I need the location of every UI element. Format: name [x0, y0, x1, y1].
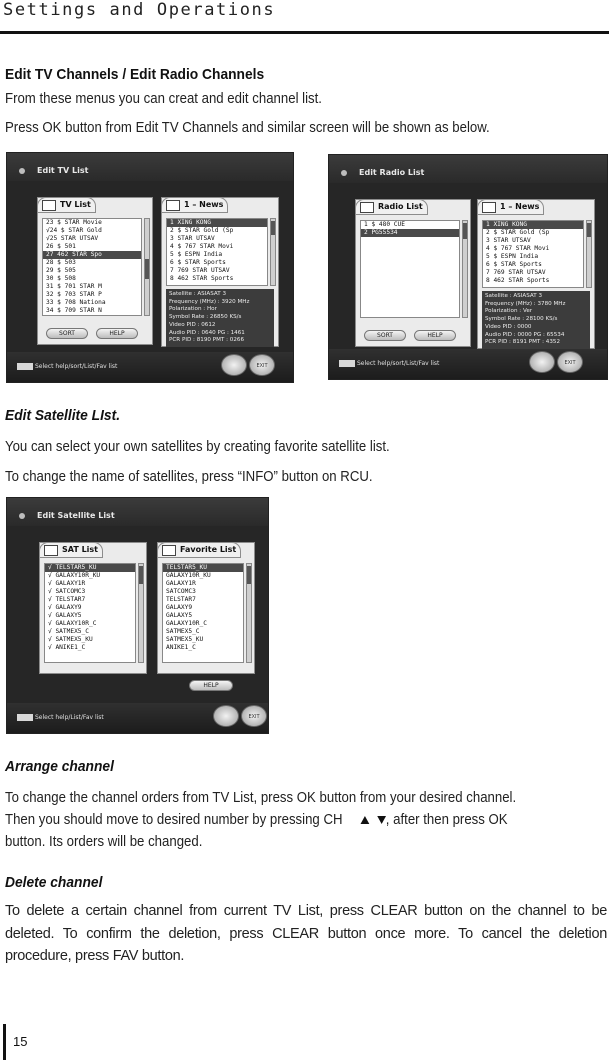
title-bullet-icon — [19, 168, 25, 174]
favorites-icon — [166, 200, 180, 211]
tv-list-panel — [37, 197, 153, 345]
channel-row: 2 PG55534 — [361, 229, 459, 237]
title-bullet-icon — [341, 170, 347, 176]
heading-edit-satellite: Edit Satellite LIst. — [5, 407, 121, 424]
favorite-satellite-row: ANIKE1_C — [166, 644, 196, 651]
news-tab: 1 – News — [161, 197, 228, 213]
info-line: Polarization : Ver — [485, 308, 533, 315]
edit-satellite-list-screenshot — [6, 497, 269, 734]
channel-row: 32 $ 703 STAR P — [46, 291, 102, 298]
favorite-satellite-row: GALAXY5 — [166, 612, 193, 619]
info-line: Polarization : Hor — [169, 306, 217, 313]
exit-button-icon: EXIT — [241, 705, 267, 727]
left-right-arrows-icon — [17, 363, 33, 370]
tv-favorite-list — [166, 218, 268, 286]
satellite-row: √ GALAXY10R_KU — [48, 572, 101, 579]
favorite-row: 2 $ STAR Gold (Sp — [486, 229, 550, 236]
satellite-row: √ GALAXY1R — [48, 580, 86, 587]
channel-row: 27 462 STAR Spo — [43, 251, 141, 259]
paragraph-arrange-line-3: button. Its orders will be changed. — [5, 833, 203, 850]
info-line: Video PID : 0000 — [485, 323, 532, 330]
sat-list-tab: SAT List — [39, 542, 103, 558]
help-button: HELP — [414, 330, 456, 341]
info-line: Symbol Rate : 28100 KS/s — [485, 316, 558, 323]
info-line: Audio PID : 0640 PG : 1461 — [169, 329, 245, 336]
favorite-row: 7 769 STAR UTSAV — [170, 267, 230, 274]
favorite-row: 6 $ STAR Sports — [486, 261, 542, 268]
favorite-satellite-row: GALAXY10R_C — [166, 620, 207, 627]
help-button: HELP — [189, 680, 233, 691]
left-right-arrows-icon — [339, 360, 355, 367]
favorite-row: 4 $ 767 STAR Movi — [170, 243, 234, 250]
satellite-row: √ SATMEX5_C — [48, 628, 89, 635]
favorite-row: 5 $ ESPN India — [486, 253, 539, 260]
satellite-row: √ GALAXY5 — [48, 612, 82, 619]
tv-list-scrollbar — [144, 218, 150, 316]
channel-row: 26 $ 501 — [46, 243, 76, 250]
favorite-row: 1 XING KONG — [483, 221, 583, 229]
navigation-pad-icon — [529, 351, 555, 373]
paragraph-arrange-line-1: To change the channel orders from TV List, press OK button from your desired channel. — [5, 789, 517, 806]
favorites-scrollbar — [586, 220, 592, 288]
info-line: Audio PID : 0000 PG : 65534 — [485, 331, 565, 338]
favorite-row: 1 XING KONG — [167, 219, 267, 227]
favorite-list-tab: Favorite List — [157, 542, 241, 558]
info-line: Satellite : ASIASAT 3 — [169, 291, 227, 297]
satellite-row: √ GALAXY9 — [48, 604, 82, 611]
edit-radio-list-screenshot — [328, 154, 608, 380]
favorite-row: 3 STAR UTSAV — [486, 237, 531, 244]
satellite-row: √ ANIKE1_C — [48, 644, 86, 651]
screenshot-title: Edit TV List — [19, 166, 88, 175]
radio-favorite-list — [482, 220, 584, 288]
paragraph-edit-satellite-2: To change the name of satellites, press “INFO” button on RCU. — [5, 468, 373, 485]
satellite-row: √ SATCOMC3 — [48, 588, 86, 595]
news-tab: 1 – News — [477, 199, 544, 215]
channel-row: √25 STAR UTSAV — [46, 235, 99, 242]
favorite-satellite-row: GALAXY9 — [166, 604, 193, 611]
favorites-icon — [162, 545, 176, 556]
radio-icon — [360, 202, 374, 213]
exit-button-icon: EXIT — [557, 351, 583, 373]
satellite-row: √ TELSTAR7 — [48, 596, 86, 603]
favorite-row: 8 462 STAR Sports — [170, 275, 234, 282]
paragraph-delete-channel: To delete a certain channel from current TV List, press CLEAR button on the channel to be deleted. To confirm the deletion, press CLEAR button once more. To cancel the deletion procedure, press FAV button. — [5, 903, 607, 964]
channel-row: 31 $ 701 STAR M — [46, 283, 102, 290]
favorite-satellite-row: TELSTAR5_KU — [163, 564, 243, 572]
title-bullet-icon — [19, 513, 25, 519]
favorite-row: 2 $ STAR Gold (Sp — [170, 227, 234, 234]
channel-info-box — [482, 291, 590, 349]
favorite-row: 6 $ STAR Sports — [170, 259, 226, 266]
sat-list-scrollbar — [138, 563, 144, 663]
paragraph-edit-satellite-1: You can select your own satellites by creating favorite satellite list. — [5, 438, 390, 455]
screenshot-hint: Select help/List/Fav list — [35, 714, 104, 721]
satellite-icon — [44, 545, 58, 556]
ch-down-icon — [377, 816, 386, 824]
favorite-list-panel — [157, 542, 255, 674]
tv-channel-list — [42, 218, 142, 316]
channel-row: 1 $ 480 CUE — [364, 221, 405, 228]
screenshot-title: Edit Radio List — [341, 168, 424, 177]
news-favorites-panel — [477, 199, 595, 349]
screenshot-title: Edit Satellite List — [19, 511, 115, 520]
channel-row: √24 $ STAR Gold — [46, 227, 102, 234]
satellite-list — [44, 563, 136, 663]
info-line: Symbol Rate : 26850 KS/s — [169, 314, 242, 321]
tv-list-tab: TV List — [37, 197, 96, 213]
sort-button: SORT — [364, 330, 406, 341]
favorites-scrollbar — [270, 218, 276, 286]
favorite-row: 5 $ ESPN India — [170, 251, 223, 258]
favorite-satellite-row: GALAXY1R — [166, 580, 196, 587]
favorite-row: 3 STAR UTSAV — [170, 235, 215, 242]
channel-row: 29 $ 505 — [46, 267, 76, 274]
channel-row: 30 $ 508 — [46, 275, 76, 282]
favorite-satellite-row: SATMEX5_C — [166, 628, 200, 635]
heading-edit-channels: Edit TV Channels / Edit Radio Channels — [5, 66, 265, 83]
info-line: Satellite : ASIASAT 3 — [485, 293, 543, 299]
info-line: PCR PID : 8191 PMT : 4352 — [485, 339, 561, 346]
info-line: Frequency (MHz) : 3920 MHz — [169, 298, 250, 305]
heading-arrange-channel: Arrange channel — [5, 758, 114, 775]
paragraph-arrange-line-2: Then you should move to desired number by pressing CH , after then press OK — [5, 811, 508, 828]
channel-info-box — [166, 289, 274, 347]
edit-tv-list-screenshot — [6, 152, 294, 383]
favorite-satellite-list — [162, 563, 244, 663]
favorite-satellite-row: GALAXY10R_KU — [166, 572, 211, 579]
channel-row: 28 $ 503 — [46, 259, 76, 266]
header-divider — [0, 31, 609, 34]
info-line: Frequency (MHz) : 3780 MHz — [485, 300, 566, 307]
info-line: PCR PID : 8190 PMT : 0266 — [169, 337, 245, 344]
screenshot-hint: Select help/sort/List/Fav list — [35, 363, 118, 370]
paragraph-edit-channels-2: Press OK button from Edit TV Channels and similar screen will be shown as below. — [5, 119, 490, 136]
page-number-bar — [3, 1024, 6, 1060]
news-favorites-panel — [161, 197, 279, 347]
satellite-row: √ SATMEX5_KU — [48, 636, 93, 643]
sat-list-panel — [39, 542, 147, 674]
favorite-row: 4 $ 767 STAR Movi — [486, 245, 550, 252]
radio-list-scrollbar — [462, 220, 468, 318]
navigation-pad-icon — [221, 354, 247, 376]
heading-delete-channel: Delete channel — [5, 874, 103, 891]
channel-row: 34 $ 709 STAR N — [46, 307, 102, 314]
left-right-arrows-icon — [17, 714, 33, 721]
channel-row: 33 $ 708 Nationa — [46, 299, 106, 306]
screenshot-hint: Select help/sort/List/Fav list — [357, 360, 440, 367]
satellite-row: √ TELSTAR5_KU — [45, 564, 135, 572]
navigation-pad-icon — [213, 705, 239, 727]
favorite-list-scrollbar — [246, 563, 252, 663]
favorite-row: 7 769 STAR UTSAV — [486, 269, 546, 276]
favorite-satellite-row: SATMEX5_KU — [166, 636, 204, 643]
page-header-title: Settings and Operations — [3, 0, 276, 20]
info-line: Video PID : 0612 — [169, 321, 216, 328]
favorites-icon — [482, 202, 496, 213]
radio-list-panel — [355, 199, 471, 347]
paragraph-edit-channels-1: From these menus you can creat and edit channel list. — [5, 90, 322, 107]
favorite-row: 8 462 STAR Sports — [486, 277, 550, 284]
tv-icon — [42, 200, 56, 211]
favorite-satellite-row: TELSTAR7 — [166, 596, 196, 603]
page-number: 15 — [13, 1034, 28, 1049]
exit-button-icon: EXIT — [249, 354, 275, 376]
radio-list-tab: Radio List — [355, 199, 428, 215]
help-button: HELP — [96, 328, 138, 339]
favorite-satellite-row: SATCOMC3 — [166, 588, 196, 595]
channel-row: 23 $ STAR Movie — [46, 219, 102, 226]
radio-channel-list — [360, 220, 460, 318]
sort-button: SORT — [46, 328, 88, 339]
satellite-row: √ GALAXY10R_C — [48, 620, 97, 627]
ch-up-icon — [361, 816, 370, 824]
